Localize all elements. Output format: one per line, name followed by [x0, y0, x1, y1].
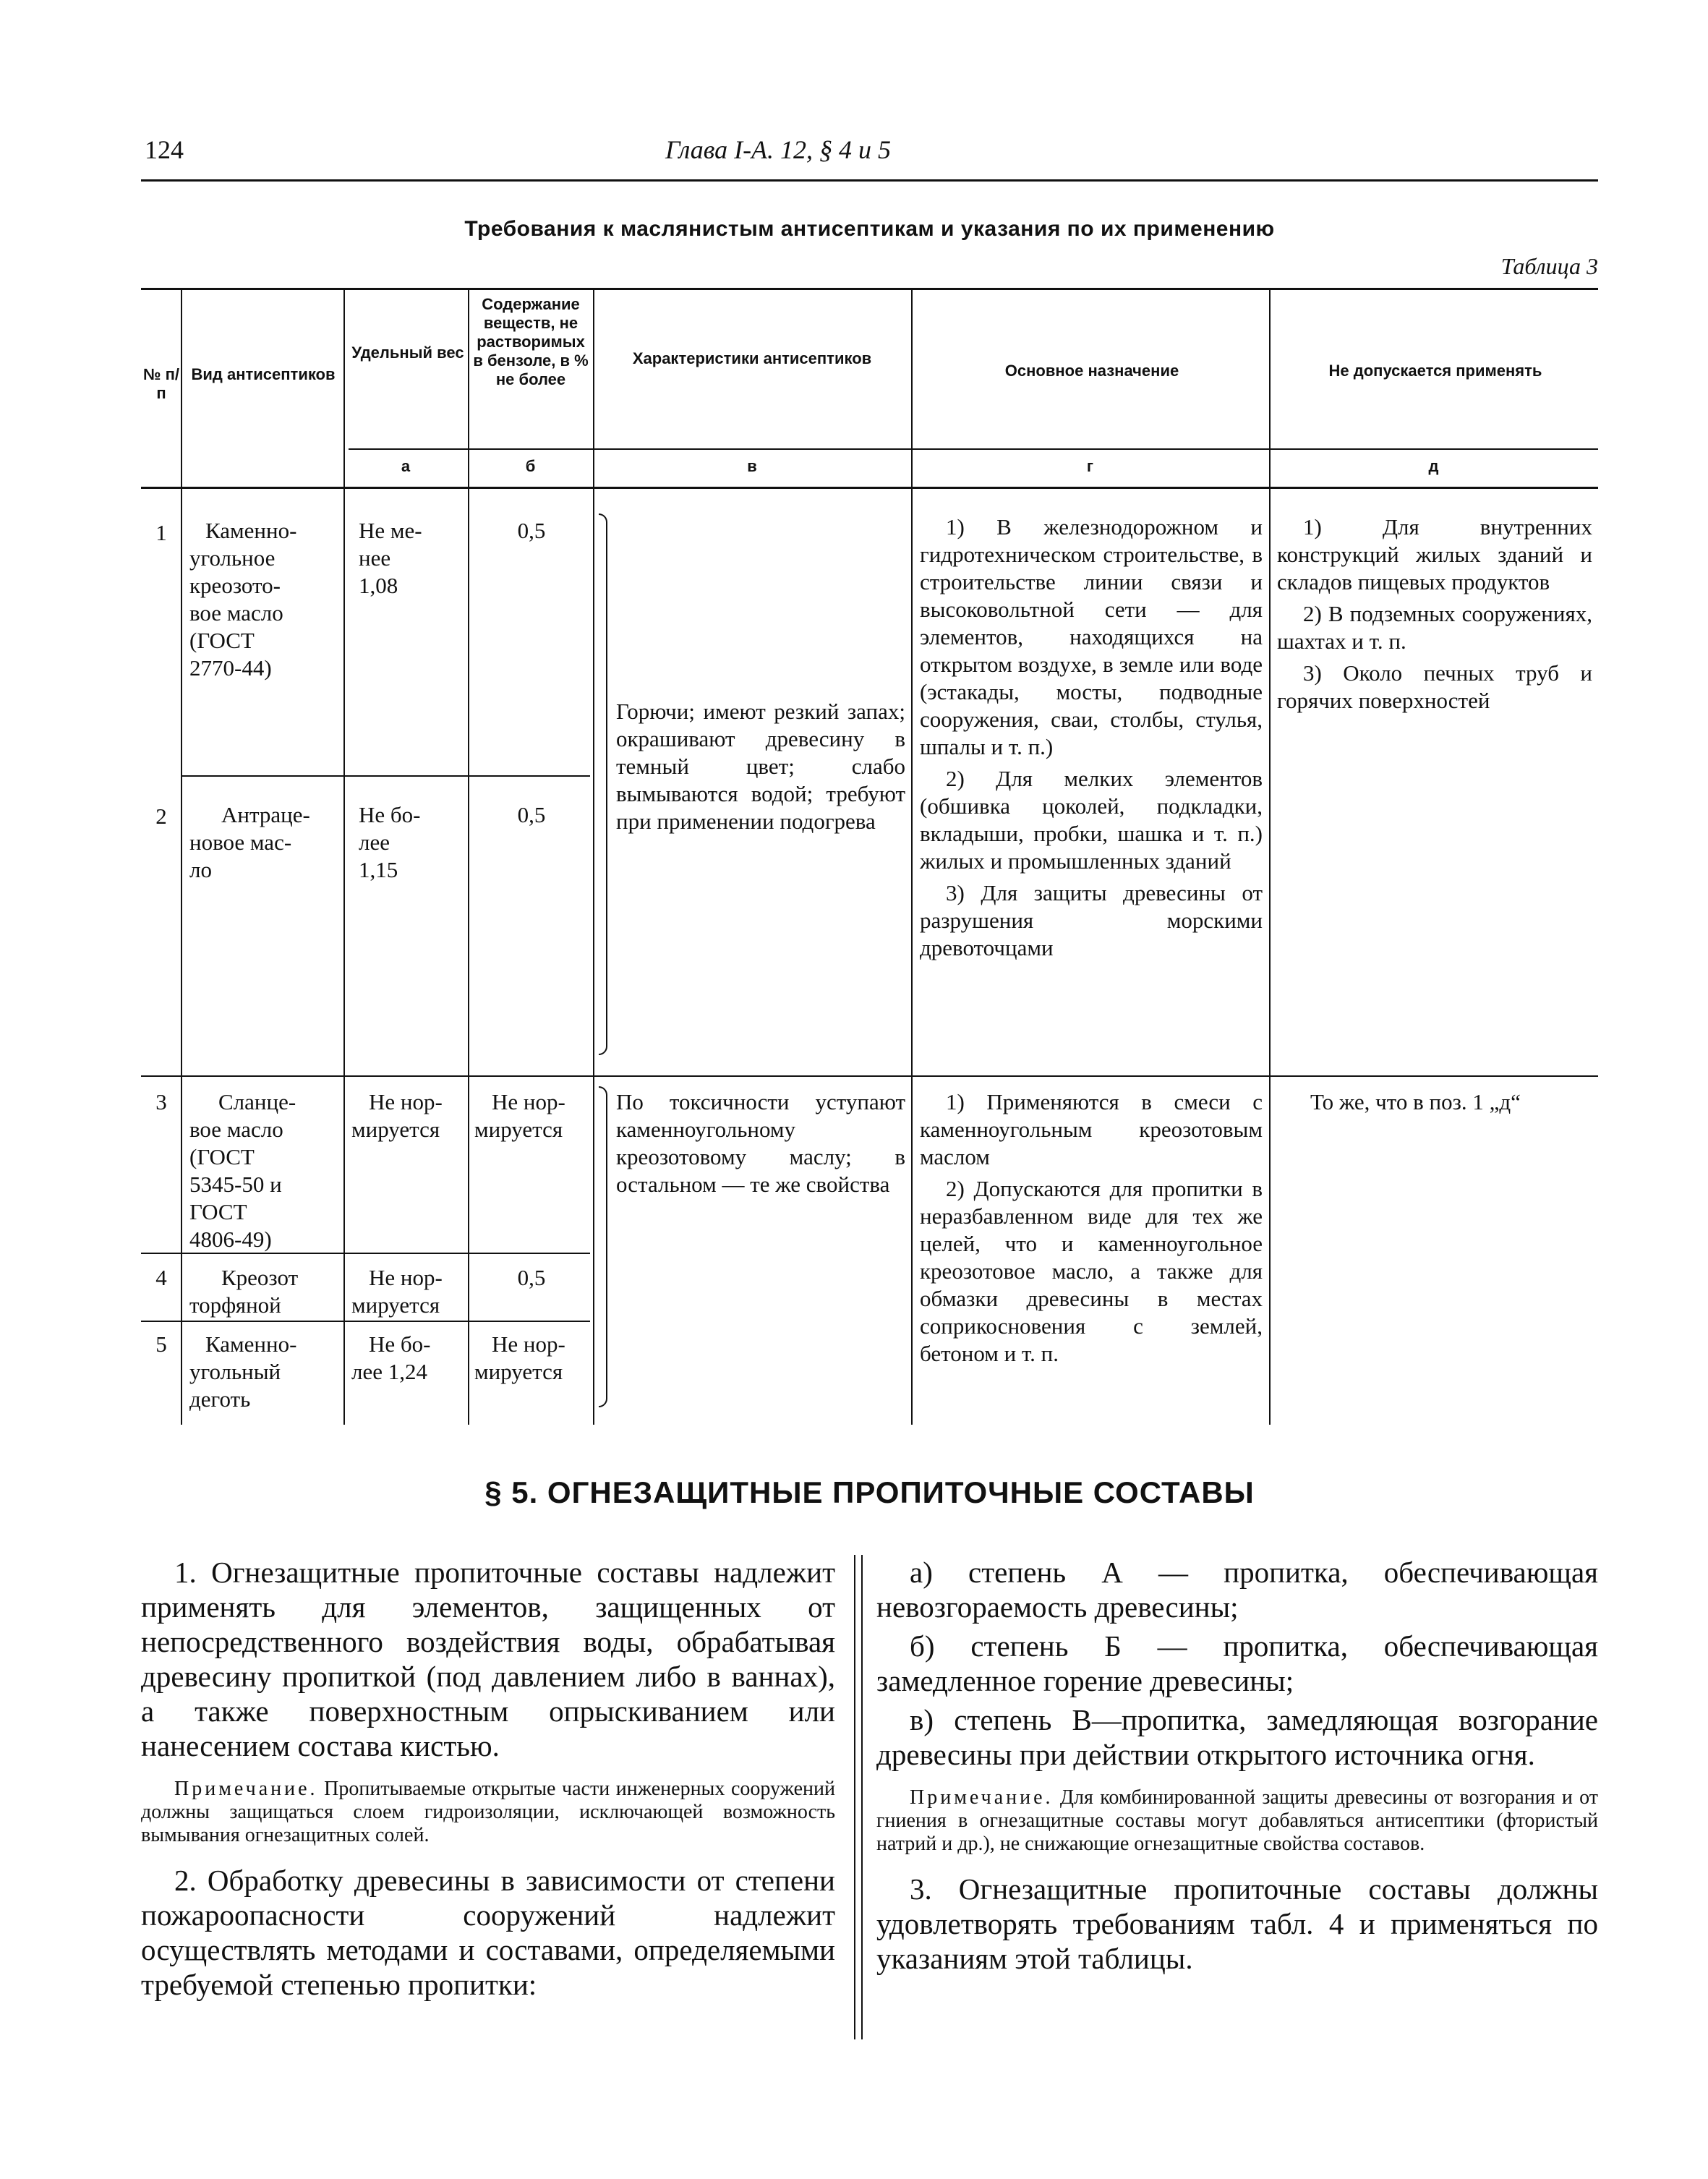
chapter-heading: Глава I-A. 12, § 4 и 5 — [665, 135, 892, 164]
col-letter-a: а — [401, 457, 411, 475]
paragraph-2: 2. Обработку древесины в зависимости от степени пожароопасности сооружений надлежит осуществлять методами и составами, определяемыми требуемой степенью пропитки: — [141, 1864, 835, 2001]
group1-purpose: 1) В железнодорожном и гидротехническом строительстве, в строительстве линии связи и высоковольтной сети — для элементов, находящихся на открытом воздухе, в земле или воде (эстакады, мосты, подводные сооружения, сваи, столбы, стулья, шпалы и т. п.) 2) Для мелких элементов (обшивка цоколей, подкладки, вкладыши, пробки, шашка и т. п.) жилых и промышленных зданий 3) Для защиты древесины от разрушения морскими древоточцами — [920, 514, 1263, 960]
row1-bottom-rule — [181, 775, 590, 777]
col-letter-d: д — [1428, 457, 1439, 475]
paragraph-3: 3. Огнезащитные пропиточные составы должны удовлетворять требованиям табл. 4 и применяться по указаниям этой таблицы. — [876, 1872, 1598, 1975]
col-letter-b: б — [525, 457, 536, 475]
right-note — [876, 1786, 1598, 1856]
section-title: § 5. ОГНЕЗАЩИТНЫЕ ПРОПИТОЧНЫЕ СОСТАВЫ — [484, 1475, 1255, 1509]
brace-group2 — [599, 1086, 607, 1407]
note-label: Примечание. — [910, 1786, 1054, 1809]
row4-num: 4 — [155, 1265, 167, 1290]
row5-content: Не нор- мируется — [474, 1331, 565, 1384]
row4-kind: Креозот торфяной — [189, 1265, 299, 1318]
left-note — [141, 1778, 835, 1847]
row3-weight: Не нор- мируется — [351, 1089, 443, 1142]
col-header-not-allowed: Не допускается применять — [1328, 362, 1542, 380]
col-header-kind: Вид антисептиков — [191, 365, 336, 383]
group1-bottom-rule — [141, 1075, 1598, 1077]
col-header-characteristics: Характеристики антисептиков — [632, 349, 872, 367]
left-column — [141, 1555, 835, 2016]
col-rule-1 — [181, 289, 182, 1425]
row3-content: Не нор- мируется — [474, 1089, 565, 1142]
row5-num: 5 — [155, 1331, 167, 1357]
row4-content: 0,5 — [517, 1265, 546, 1290]
right-column — [876, 1555, 1598, 1990]
group2-characteristics: По токсичности уступают каменноугольному креозотовому маслу; в остальном — те же свойства — [616, 1089, 905, 1197]
item-b: б) степень Б — пропитка, обеспечивающая замедленное горение древесины; — [876, 1629, 1598, 1697]
row3-num: 3 — [155, 1089, 167, 1114]
brace-group1 — [599, 513, 607, 1055]
table-label: Таблица 3 — [1500, 253, 1598, 279]
group2-purpose: 1) Применяются в смеси с каменноугольным креозотовым маслом 2) Допускаются для пропитки в неразбавленном виде для тех же целей, что и каменноугольное креозотовое масло, а также для обмазки древесины в местах соприкосновения с землей, бетоном и т. п. — [920, 1089, 1263, 1366]
letter-row-rule — [349, 448, 1598, 450]
table-title: Требования к маслянистым антисептикам и указания по их применению — [464, 217, 1275, 241]
paragraph-1: 1. Огнезащитные пропиточные составы надлежит применять для элементов, защищенных от непосредственного воздействия воды, обрабатывая древесину пропиткой (под давлением либо в ваннах), а также поверхностным опрыскиванием или нанесением состава кистью. — [141, 1556, 835, 1762]
row2-content: 0,5 — [517, 802, 546, 827]
row1-content: 0,5 — [517, 518, 546, 543]
row5-weight: Не бо- лее 1,24 — [351, 1331, 431, 1384]
group1-characteristics: Горючи; имеют резкий запах; окрашивают древесину в темный цвет; слабо вымываются водой; требуют при применении подогрева — [616, 699, 905, 834]
note-text: Для комбинированной защиты древесины от возгорания и от гниения в огнезащитные составы могут добавляться антисептики (фтористый натрий и др.), не снижающие огнезащитные свойства составов. — [876, 1786, 1598, 1855]
col-letter-g: г — [1086, 457, 1094, 475]
note-label: Примечание. — [174, 1778, 318, 1800]
col-letter-v: в — [747, 457, 757, 475]
col-header-purpose: Основное назначение — [1004, 362, 1179, 380]
col-header-num: № п/п — [142, 365, 180, 402]
item-v: в) степень В—пропитка, замедляющая возгорание древесины при действии открытого источника огня. — [876, 1703, 1598, 1771]
table-top-rule — [141, 288, 1598, 290]
row2-weight: Не бо- лее 1,15 — [359, 802, 421, 882]
note-text: Пропитываемые открытые части инженерных сооружений должны защищаться слоем гидроизоляции, исключающей возможность вымывания огнезащитных солей. — [141, 1778, 836, 1846]
row1-weight: Не ме- нее 1,08 — [359, 518, 422, 598]
row4-bottom-rule — [141, 1321, 590, 1322]
row4-weight: Не нор- мируется — [351, 1265, 443, 1318]
row2-kind: Антраце- новое мас- ло — [189, 802, 310, 882]
col-header-content: Содержание веществ, не растворимых в бензоле, в % не более — [473, 295, 589, 388]
row2-num: 2 — [155, 803, 167, 829]
col-header-weight: Удельный вес — [351, 344, 464, 362]
page-number: 124 — [145, 135, 184, 164]
group1-not-allowed: 1) Для внутренних конструкций жилых зданий и складов пищевых продуктов 2) В подземных сооружениях, шахтах и т. п. 3) Около печных труб и горячих поверхностей — [1277, 514, 1592, 713]
item-a: а) степень А — пропитка, обеспечивающая невозгораемость древесины; — [876, 1556, 1598, 1624]
row1-kind: Каменно- угольное креозото- вое масло (ГОСТ 2770-44) — [189, 518, 297, 681]
header-rule — [141, 179, 1598, 182]
row3-kind: Сланце- вое масло (ГОСТ 5345-50 и ГОСТ 4806-49) — [189, 1089, 296, 1252]
column-divider — [854, 1555, 863, 2039]
header-bottom-rule — [141, 487, 1598, 489]
row5-kind: Каменно- угольный деготь — [189, 1331, 297, 1412]
group2-not-allowed: То же, что в поз. 1 „д“ — [1310, 1089, 1521, 1114]
row1-num: 1 — [155, 520, 167, 545]
